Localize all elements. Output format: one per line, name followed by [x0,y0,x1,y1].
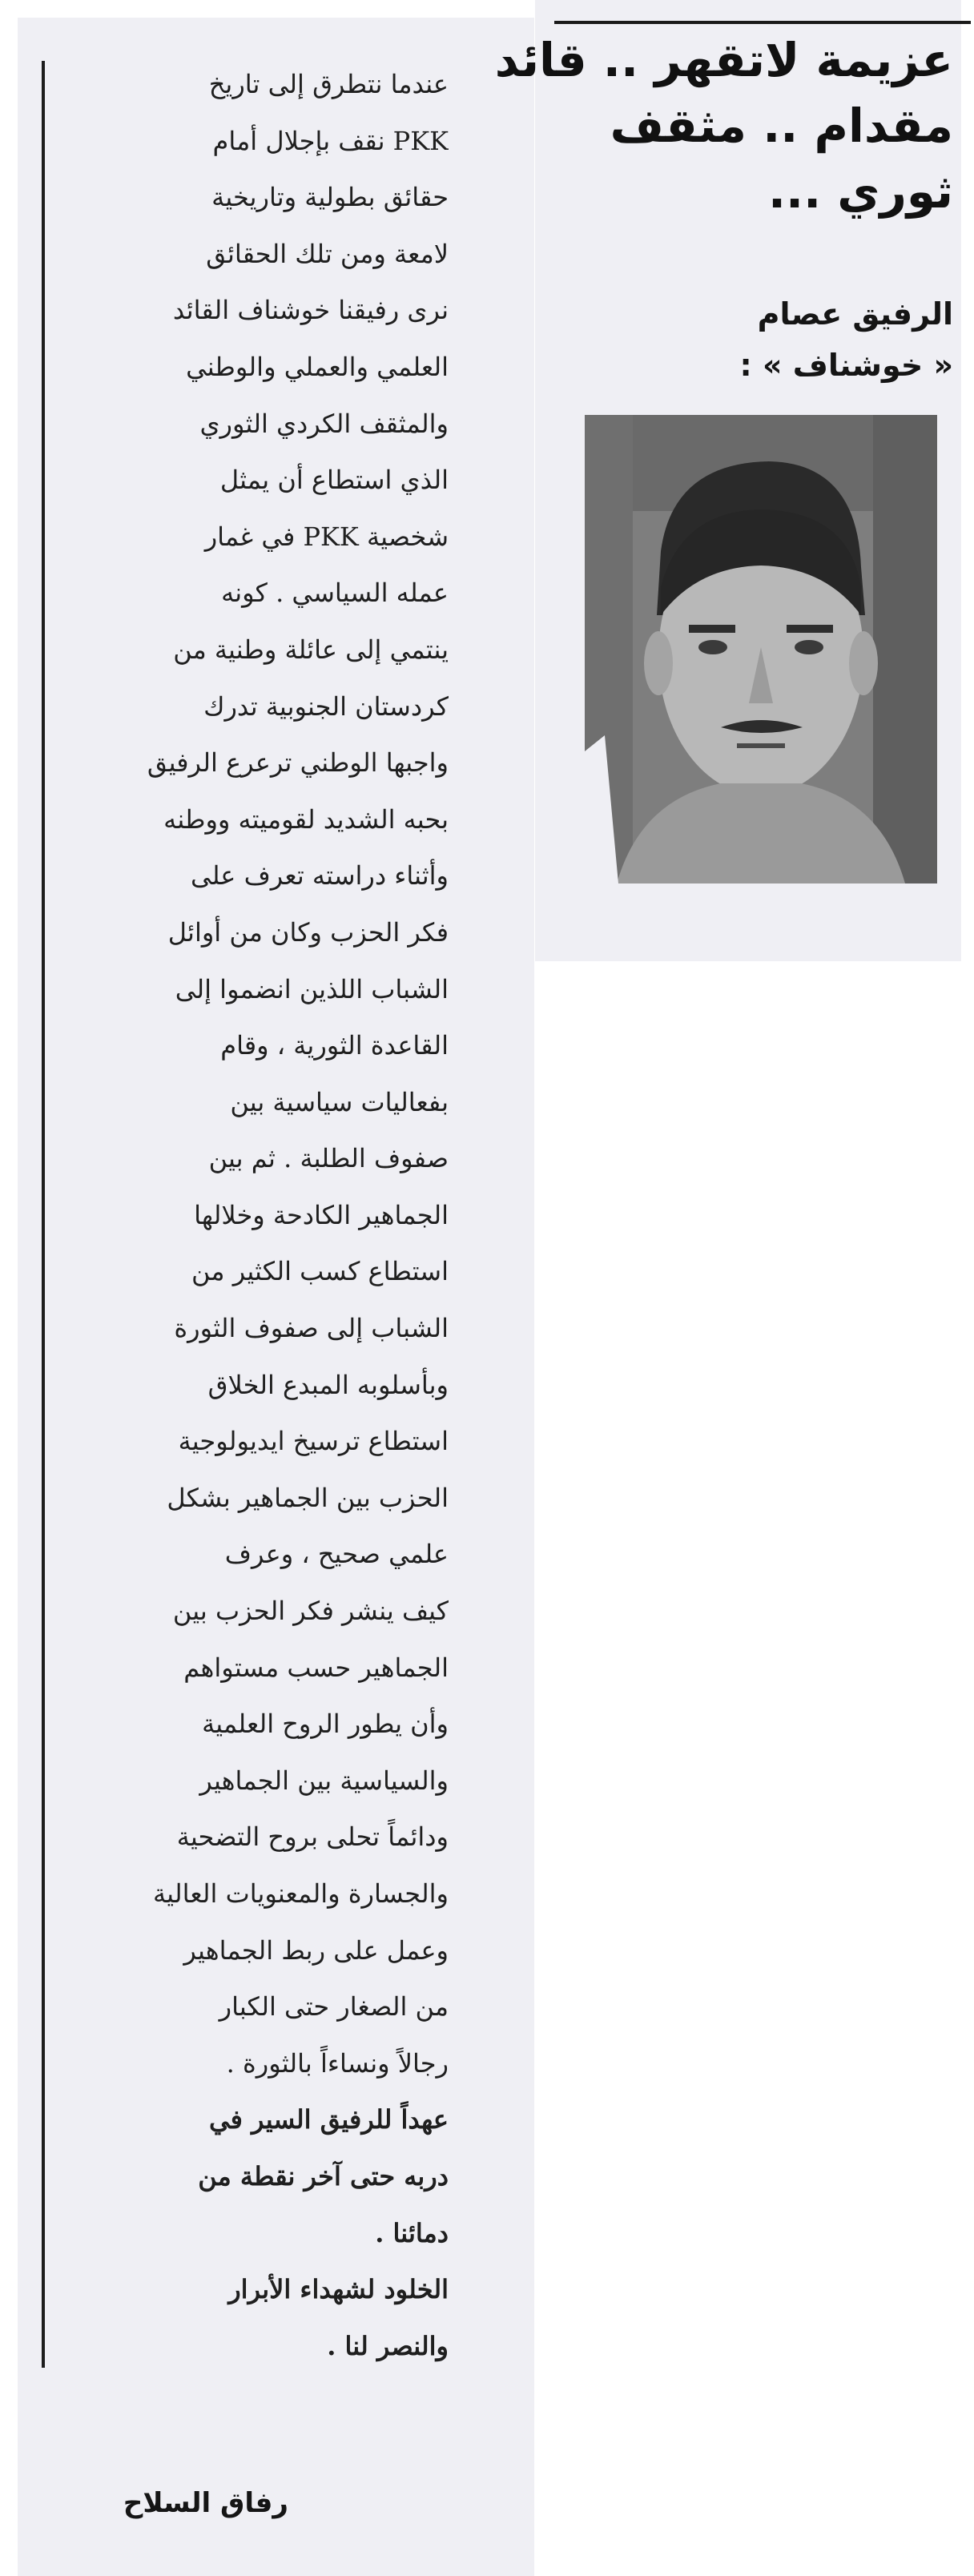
signature: رفاق السلاح [123,2487,288,2519]
body-line: ينتمي إلى عائلة وطنية من [173,634,449,665]
body-line: الجماهير حسب مستواهم [183,1652,449,1683]
body-line: رجالاً ونساءاً بالثورة . [226,2047,449,2079]
body-line: من الصغار حتى الكبار [219,1991,449,2023]
headline-line: مقدام .. مثقف [610,99,953,153]
body-line: وعمل على ربط الجماهير [183,1934,449,1966]
byline [553,288,953,391]
body-line: الشباب إلى صفوف الثورة [174,1313,449,1344]
body-line: صفوف الطلبة . ثم بين [208,1143,449,1174]
body-line: الجماهير الكادحة وخلالها [194,1199,449,1230]
closing-line: الخلود لشهداء الأبرار [228,2274,449,2305]
portrait-photo-drawing [585,415,937,883]
closing-line: دمائنا . [375,2217,449,2248]
body-line: العلمي والعملي والوطني [186,351,449,382]
byline-line: « خوشناف » : [739,348,953,383]
body-line: نرى رفيقنا خوشناف القائد [172,295,449,326]
body-line: وبأسلوبه المبدع الخلاق [207,1369,449,1400]
body-line: استطاع كسب الكثير من [191,1256,449,1287]
byline-line: الرفيق عصام [757,296,953,332]
headline-rule [554,21,971,24]
body-line: فكر الحزب وكان من أوائل [167,916,449,948]
body-line: واجبها الوطني ترعرع الرفيق [147,747,449,779]
body-line: شخصية PKK في غمار [204,521,449,552]
body-line: حقائق بطولية وتاريخية [211,182,449,213]
body-line: والجسارة والمعنويات العالية [153,1878,449,1909]
body-line: وأثناء دراسته تعرف على [191,860,449,892]
body-line: والمثقف الكردي الثوري [199,408,449,439]
body-line: بفعاليات سياسية بين [230,1086,449,1117]
body-line: كردستان الجنوبية تدرك [203,690,449,722]
column-rule [42,61,45,2368]
article-body [56,56,449,2374]
portrait-photo [585,415,937,883]
closing-line: عهداً للرفيق السير في [208,2104,449,2135]
body-line: وأن يطور الروح العلمية [202,1709,449,1740]
body-line: الشباب اللذين انضموا إلى [175,973,449,1004]
headline-line: عزيمة لاتقهر .. قائد [494,33,953,87]
headline-line: ثوري ... [768,164,953,219]
headline [494,27,953,224]
body-line: كيف ينشر فكر الحزب بين [172,1596,449,1627]
body-line: الذي استطاع أن يمثل [219,465,449,496]
closing-line: والنصر لنا . [327,2330,449,2361]
body-line: استطاع ترسيخ ايديولوجية [178,1426,449,1457]
body-line: علمي صحيح ، وعرف [224,1539,449,1570]
body-line: عندما نتطرق إلى تاريخ [208,69,449,99]
body-line: بحبه الشديد لقوميته ووطنه [163,803,449,835]
body-line: عمله السياسي . كونه [221,578,449,609]
body-line: القاعدة الثورية ، وقام [220,1030,449,1061]
body-line: لامعة ومن تلك الحقائق [206,238,449,269]
body-line: والسياسية بين الجماهير [199,1765,449,1796]
body-line: PKK نقف بإجلال أمام [212,125,449,156]
closing-line: دربه حتى آخر نقطة من [198,2160,449,2192]
body-line: الحزب بين الجماهير بشكل [167,1482,449,1513]
body-line: ودائماً تحلى بروح التضحية [176,1821,449,1853]
